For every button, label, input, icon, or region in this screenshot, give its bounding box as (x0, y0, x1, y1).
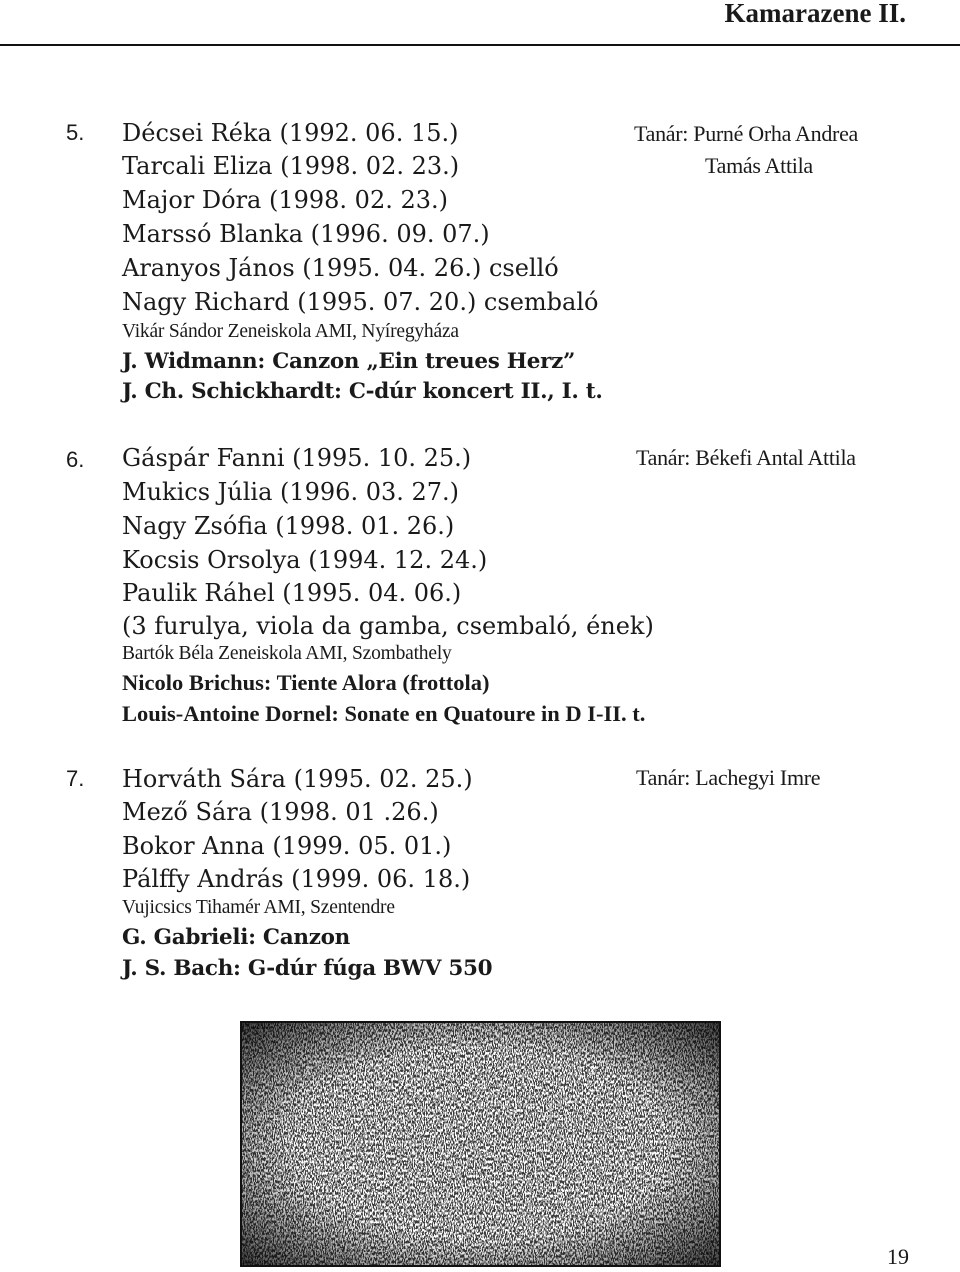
piece: J. Widmann: Canzon „Ein treues Herz” (122, 349, 576, 374)
teacher: Tanár: Békefi Antal Attila (636, 445, 856, 470)
school: Vikár Sándor Zeneiskola AMI, Nyíregyháza (122, 321, 459, 342)
piece: J. Ch. Schickhardt: C-dúr koncert II., I. t. (122, 379, 603, 404)
school: Bartók Béla Zeneiskola AMI, Szombathely (122, 643, 452, 664)
performer: (3 furulya, viola da gamba, csembaló, ének) (122, 612, 654, 640)
entry-number: 6. (66, 447, 85, 472)
decorative-photo (240, 1021, 721, 1267)
performer: Pálffy András (1999. 06. 18.) (122, 865, 471, 893)
section-title: Kamarazene II. (724, 0, 906, 28)
piece: J. S. Bach: G-dúr fúga BWV 550 (122, 956, 493, 981)
teacher: Tamás Attila (705, 153, 813, 178)
piece: G. Gabrieli: Canzon (122, 925, 350, 950)
school: Vujicsics Tihamér AMI, Szentendre (122, 897, 395, 918)
performer: Bokor Anna (1999. 05. 01.) (122, 832, 452, 860)
performer: Kocsis Orsolya (1994. 12. 24.) (122, 546, 488, 574)
performer: Décsei Réka (1992. 06. 15.) (122, 119, 459, 147)
performer: Mukics Júlia (1996. 03. 27.) (122, 478, 460, 506)
performer: Tarcali Eliza (1998. 02. 23.) (122, 152, 460, 180)
page-number: 19 (887, 1244, 909, 1269)
performer: Major Dóra (1998. 02. 23.) (122, 186, 449, 214)
performer: Nagy Richard (1995. 07. 20.) csembaló (122, 288, 599, 316)
entry-number: 7. (66, 766, 85, 791)
performer: Aranyos János (1995. 04. 26.) cselló (122, 254, 559, 282)
header-rule (0, 44, 960, 46)
performer: Marssó Blanka (1996. 09. 07.) (122, 220, 490, 248)
performer: Mező Sára (1998. 01 .26.) (122, 798, 439, 826)
photo-texture (240, 1021, 721, 1267)
performer: Gáspár Fanni (1995. 10. 25.) (122, 444, 472, 472)
piece: Nicolo Brichus: Tiente Alora (frottola) (122, 670, 490, 695)
performer: Horváth Sára (1995. 02. 25.) (122, 765, 473, 793)
piece: Louis-Antoine Dornel: Sonate en Quatoure in D I-II. t. (122, 701, 646, 726)
teacher: Tanár: Purné Orha Andrea (634, 121, 859, 146)
performer: Paulik Ráhel (1995. 04. 06.) (122, 579, 462, 607)
teacher: Tanár: Lachegyi Imre (636, 765, 821, 790)
page-header (0, 0, 960, 48)
entry-number: 5. (66, 120, 85, 145)
performer: Nagy Zsófia (1998. 01. 26.) (122, 512, 455, 540)
